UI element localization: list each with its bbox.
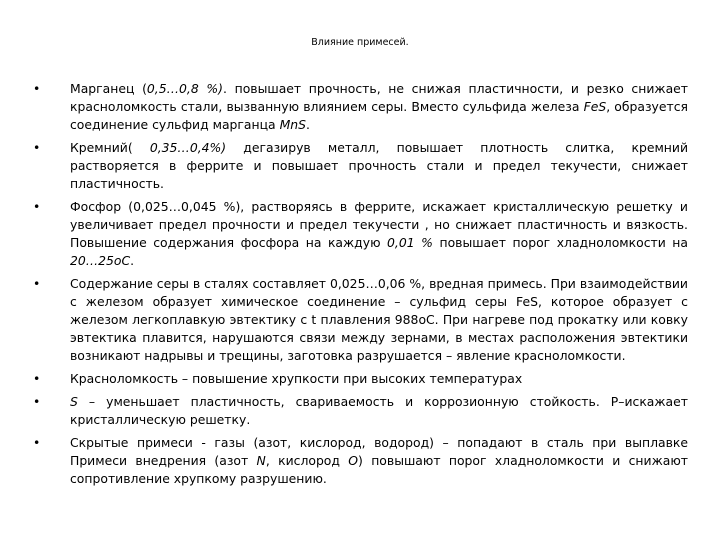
bullet-marker: • — [33, 371, 41, 386]
bullet-marker: • — [33, 435, 41, 450]
text-segment: , образуется соединение сульфид марганца — [70, 99, 688, 132]
text-segment: – уменьшает пластичность, свариваемость и коррозионную стойкость. Р–искажает кристаллическую решетку. — [70, 394, 688, 427]
bullet-item — [33, 434, 688, 488]
bullet-marker: • — [33, 199, 41, 214]
italic-text: O — [348, 453, 359, 468]
text-segment: Содержание серы в сталях составляет 0,025…0,06 %, вредная примесь. При взаимодействии с железом образует химическое соединение – сульфид серы FeS, которое образует с железом легкоплавкую эвтектику с t плавления 988оС. При нагреве под прокатку или ковку эвтектика плавится, нарушаются связи между зернами, в местах расположения эвтектики возникают надрывы и трещины, заготовка разрушается – явление красноломкости. — [70, 276, 688, 363]
bullet-marker: • — [33, 394, 41, 409]
italic-text: 0,35…0,4%) — [149, 140, 227, 155]
bullet-item — [33, 275, 688, 365]
italic-text: S — [70, 394, 78, 409]
text-segment: . — [306, 117, 310, 132]
italic-text: 0,01 % — [387, 235, 433, 250]
bullet-item — [33, 393, 688, 429]
text-segment: Красноломкость – повышение хрупкости при высоких температурах — [70, 371, 523, 386]
bullet-marker: • — [33, 276, 41, 291]
text-segment: дегазирув металл, повышает плотность слитка, кремний растворяется в феррите и повышает прочность стали и предел текучести, снижает пластичность. — [70, 140, 688, 191]
text-segment: , кислород — [265, 453, 349, 468]
bullet-list — [33, 80, 688, 493]
text-segment: . — [130, 253, 135, 268]
bullet-marker: • — [33, 81, 41, 96]
italic-text: FeS — [583, 99, 607, 114]
bullet-item — [33, 139, 688, 193]
bullet-item — [33, 370, 688, 388]
italic-text: 0,5…0,8 %) — [146, 81, 223, 96]
text-segment: Фосфор (0,025…0,045 %), растворяясь в феррите, искажает кристаллическую решетку и увеличивает предел прочности и предел текучести , но снижает пластичность и вязкость. Повышение содержания фосфора на каждую — [70, 199, 688, 250]
text-segment: . повышает прочность, не снижая пластичности, и резко снижает красноломкость стали, вызванную влиянием серы. Вместо сульфида железа — [70, 81, 688, 114]
text-segment: Кремний( — [70, 140, 150, 155]
text-segment: ) повышают порог хладноломкости и снижают сопротивление хрупкому разрушению. — [70, 453, 688, 486]
text-segment: Марганец ( — [70, 81, 147, 96]
text-segment: повышает порог хладноломкости на — [432, 235, 688, 250]
bullet-item — [33, 80, 688, 134]
italic-text: MnS — [279, 117, 306, 132]
slide-title: Влияние примесей. — [311, 37, 409, 48]
bullet-marker: • — [33, 140, 41, 155]
bullet-item — [33, 198, 688, 270]
italic-text: N — [256, 453, 266, 468]
text-segment: Скрытые примеси - газы (азот, кислород, водород) – попадают в сталь при выплавке Примеси внедрения (азот — [70, 435, 688, 468]
italic-text: 20…25оС — [70, 253, 131, 268]
